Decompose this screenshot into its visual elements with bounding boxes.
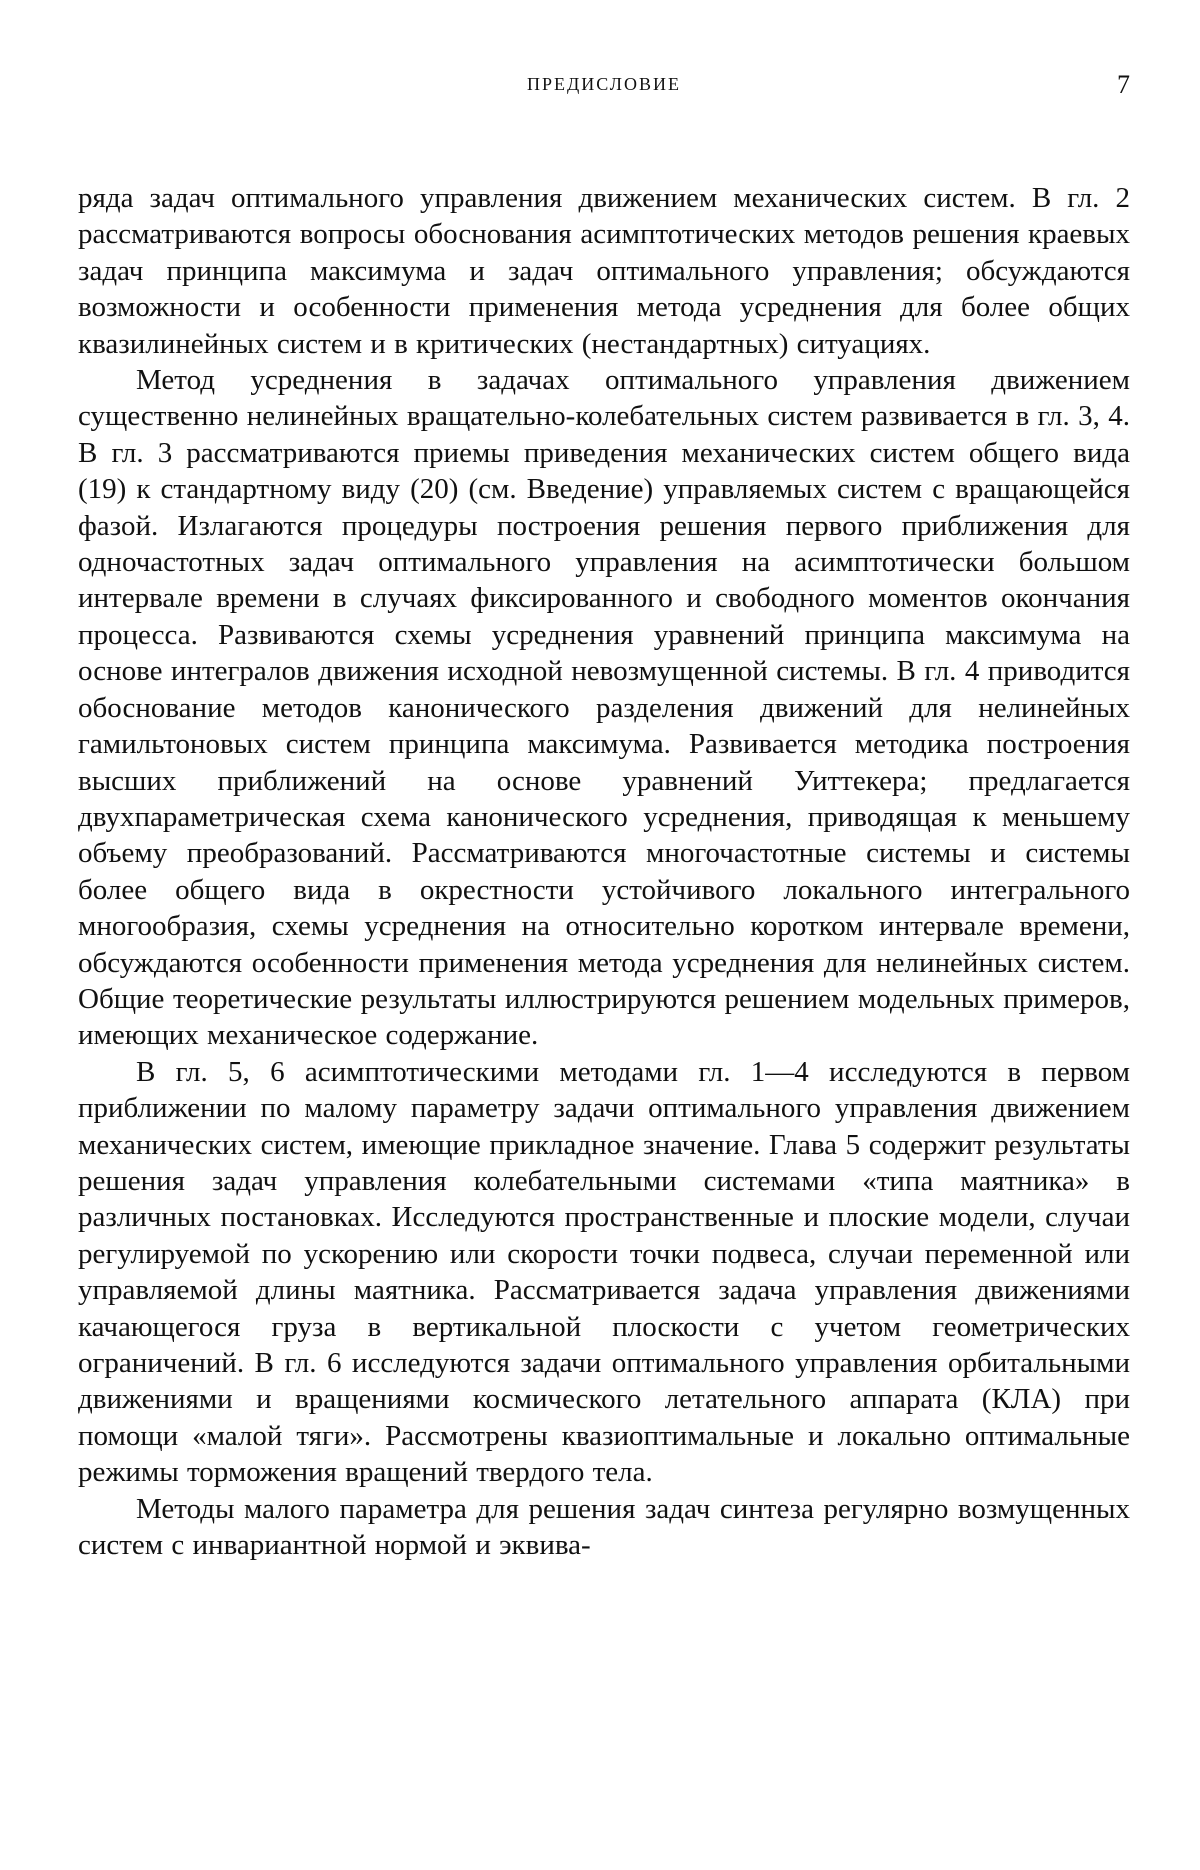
book-page bbox=[78, 60, 1130, 1840]
paragraph-chapters-5-6: В гл. 5, 6 асимптотическими методами гл. 1—4 исследуются в первом приближении по малому параметру задачи оптимального управления движением механических систем, имеющие прикладное значение. Глава 5 содержит результаты решения задач управления колебательными системами «типа маятника» в различных постановках. Исследуются пространственные и плоские модели, случаи регулируемой по ускорению или скорости точки подвеса, случаи переменной или управляемой длины маятника. Рассматривается задача управления движениями качающегося груза в вертикальной плоскости с учетом геометрических ограничений. В гл. 6 исследуются задачи оптимального управления орбитальными движениями и вращениями космического летательного аппарата (КЛА) при помощи «малой тяги». Рассмотрены квазиоптимальные и локально оптимальные режимы торможения вращений твердого тела. bbox=[78, 1055, 1130, 1489]
paragraph-small-parameter-methods: Методы малого параметра для решения задач синтеза регулярно возмущенных систем с инвариантной нормой и эквива- bbox=[78, 1492, 1130, 1562]
running-header bbox=[78, 60, 1130, 104]
page-number: 7 bbox=[1117, 70, 1130, 99]
paragraph-continuation: ряда задач оптимального управления движением механических систем. В гл. 2 рассматриваются вопросы обоснования асимптотических методов решения краевых задач принципа максимума и задач оптимального управления; обсуждаются возможности и особенности применения метода усреднения для более общих квазилинейных систем и в критических (нестандартных) ситуациях. bbox=[78, 182, 1130, 360]
running-title: ПРЕДИСЛОВИЕ bbox=[526, 74, 682, 94]
body-text bbox=[78, 180, 1130, 1563]
paragraph-chapters-3-4: Метод усреднения в задачах оптимального управления движением существенно нелинейных вращательно-колебательных систем развивается в гл. 3, 4. В гл. 3 рассматриваются приемы приведения механических систем общего вида (19) к стандартному виду (20) (см. Введение) управляемых систем с вращающейся фазой. Излагаются процедуры построения решения первого приближения для одночастотных задач оптимального управления на асимптотически большом интервале времени в случаях фиксированного и свободного моментов окончания процесса. Развиваются схемы усреднения уравнений принципа максимума на основе интегралов движения исходной невозмущенной системы. В гл. 4 приводится обоснование методов канонического разделения движений для нелинейных гамильтоновых систем принципа максимума. Развивается методика построения высших приближений на основе уравнений Уиттекера; предлагается двухпараметрическая схема канонического усреднения, приводящая к меньшему объему преобразований. Рассматриваются многочастотные системы и системы более общего вида в окрестности устойчивого локального интегрального многообразия, схемы усреднения на относительно коротком интервале времени, обсуждаются особенности применения метода усреднения для нелинейных систем. Общие теоретические результаты иллюстрируются решением модельных примеров, имеющих механическое содержание. bbox=[78, 364, 1130, 1052]
